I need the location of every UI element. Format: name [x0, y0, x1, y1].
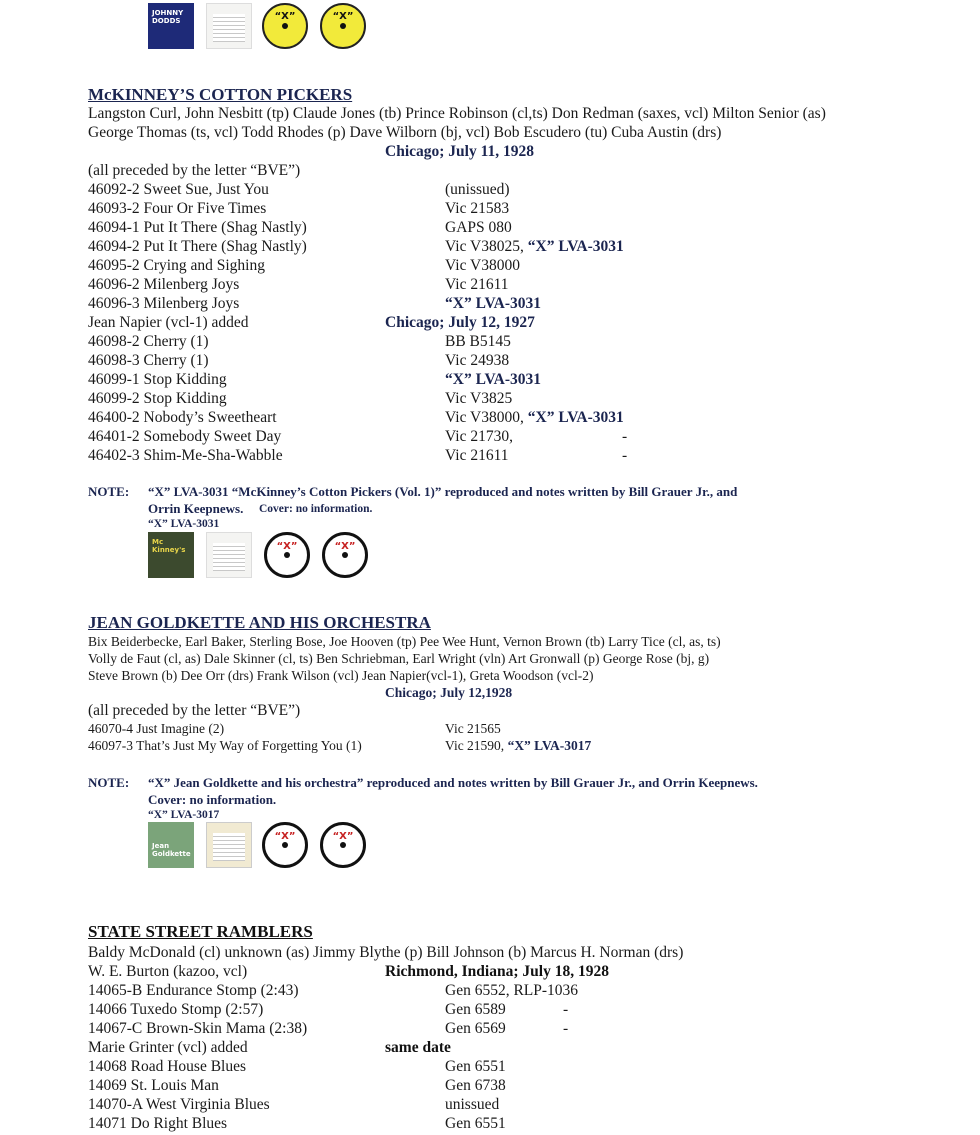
record-label-side-2 [320, 3, 366, 49]
issue-catalog: unissued [445, 1096, 500, 1113]
issue-info [445, 1057, 506, 1076]
issue-catalog: Gen 6569 [445, 1020, 506, 1037]
personnel-line: George Thomas (ts, vcl) Todd Rhodes (p) Dave Wilborn (bj, vcl) Bob Escudero (tu) Cuba Austin (drs) [88, 124, 722, 141]
issue-catalog: Vic 21611 [445, 276, 509, 293]
track-title: 46097-3 That’s Just My Way of Forgetting You (1) [88, 738, 362, 753]
issue-info [445, 720, 501, 737]
issue-catalog: Vic 21730, [445, 428, 513, 445]
track-title: 46402-3 Shim-Me-Sha-Wabble [88, 447, 283, 464]
issue-info [445, 427, 513, 446]
issue-catalog: Vic V38000, [445, 409, 528, 426]
issue-catalog: Vic V38000 [445, 257, 520, 274]
track-title: 46093-2 Four Or Five Times [88, 200, 267, 217]
issue-catalog: Vic 21583 [445, 200, 510, 217]
track-title: 46401-2 Somebody Sweet Day [88, 428, 282, 445]
track-title: 46098-2 Cherry (1) [88, 333, 209, 350]
issue-catalog: BB B5145 [445, 333, 511, 350]
issue-info [445, 446, 509, 465]
track-title: 46099-2 Stop Kidding [88, 390, 227, 407]
personnel-line: Steve Brown (b) Dee Orr (drs) Frank Wilson (vcl) Jean Napier(vcl-1), Greta Woodson (vcl-2) [88, 668, 594, 683]
track-title: 46096-2 Milenberg Joys [88, 276, 240, 293]
track-title: 46096-3 Milenberg Joys [88, 295, 240, 312]
issue-catalog: Vic V3825 [445, 390, 513, 407]
ditto-mark: - [563, 1001, 569, 1018]
track-title: 14066 Tuxedo Stomp (2:57) [88, 1001, 264, 1018]
track-title: 46092-2 Sweet Sue, Just You [88, 181, 269, 198]
record-label-side-1 [262, 3, 308, 49]
issue-catalog: Vic 21590, [445, 738, 508, 753]
album-cover-front [148, 3, 194, 49]
cover-title: Jean Goldkette [152, 842, 191, 858]
label-logo: “X” [332, 831, 354, 842]
personnel-line: Baldy McDonald (cl) unknown (as) Jimmy Blythe (p) Bill Johnson (b) Marcus H. Norman (drs) [88, 944, 684, 961]
issue-info [445, 1000, 506, 1019]
label-logo: “X” [332, 11, 354, 22]
track-title: 46099-1 Stop Kidding [88, 371, 227, 388]
section-title-mckinney: McKINNEY’S COTTON PICKERS [88, 85, 353, 104]
issue-info [445, 256, 520, 275]
track-title: 14067-C Brown-Skin Mama (2:38) [88, 1020, 308, 1037]
issue-catalog: Vic 24938 [445, 352, 510, 369]
album-cover-front [148, 822, 194, 868]
issue-catalog-reissue: “X” LVA-3031 [445, 371, 542, 388]
track-title: 46094-2 Put It There (Shag Nastly) [88, 238, 307, 255]
track-title: 14071 Do Right Blues [88, 1115, 228, 1132]
issue-catalog: Vic 21611 [445, 447, 509, 464]
issue-catalog: Gen 6551 [445, 1115, 506, 1132]
record-label-side-1 [262, 822, 308, 868]
section-title-ramblers: STATE STREET RAMBLERS [88, 922, 313, 941]
record-label-side-2 [320, 822, 366, 868]
issue-catalog-reissue: “X” LVA-3031 [527, 409, 624, 426]
issue-info [445, 1076, 506, 1095]
cover-title: JOHNNY DODDS [152, 9, 184, 25]
note-text: “X” LVA-3031 “McKinney’s Cotton Pickers (Vol. 1)” reproduced and notes written by Bill Grauer Jr., and [148, 484, 738, 499]
track-title: 46094-1 Put It There (Shag Nastly) [88, 219, 307, 236]
note-label: NOTE: [88, 484, 130, 499]
issue-catalog-reissue: “X” LVA-3017 [507, 738, 592, 753]
cover-title: Mc Kinney's [152, 538, 186, 554]
track-title: 46095-2 Crying and Sighing [88, 257, 265, 274]
issue-info [445, 389, 512, 408]
track-title: 14069 St. Louis Man [88, 1077, 219, 1094]
note-text: Cover: no information. [148, 792, 277, 807]
track-title: 14068 Road House Blues [88, 1058, 247, 1075]
issue-catalog: GAPS 080 [445, 219, 512, 236]
issue-catalog: Gen 6738 [445, 1077, 506, 1094]
session-header: Richmond, Indiana; July 18, 1928 [385, 963, 609, 980]
issue-info [445, 180, 510, 199]
issue-info [445, 237, 624, 256]
prefix-note: (all preceded by the letter “BVE”) [88, 162, 301, 179]
section-title-goldkette: JEAN GOLDKETTE AND HIS ORCHESTRA [88, 613, 431, 632]
album-cover-back [206, 532, 252, 578]
note-catalog: “X” LVA-3017 [148, 809, 220, 821]
personnel-line: W. E. Burton (kazoo, vcl) [88, 963, 248, 980]
album-cover-back [206, 822, 252, 868]
album-cover-front [148, 532, 194, 578]
issue-catalog: Gen 6552, RLP-1036 [445, 982, 579, 999]
note-catalog: “X” LVA-3031 [148, 518, 220, 530]
track-title: 14065-B Endurance Stomp (2:43) [88, 982, 299, 999]
note-label: NOTE: [88, 775, 130, 790]
album-cover-back [206, 3, 252, 49]
label-logo: “X” [276, 541, 298, 552]
session-header: Chicago; July 12,1928 [385, 685, 513, 700]
record-label-side-2 [322, 532, 368, 578]
session-header: Chicago; July 11, 1928 [385, 143, 534, 160]
issue-info [445, 1114, 506, 1133]
personnel-line: Volly de Faut (cl, as) Dale Skinner (cl, ts) Ben Schriebman, Earl Wright (vln) Art Gronwall (p) George Rose (bj, g) [88, 651, 710, 666]
track-title: 46070-4 Just Imagine (2) [88, 721, 225, 736]
track-title: 14070-A West Virginia Blues [88, 1096, 270, 1113]
session-header: same date [385, 1039, 451, 1056]
issue-catalog: Vic 21565 [445, 721, 501, 736]
issue-info [445, 370, 541, 389]
issue-catalog: Vic V38025, [445, 238, 528, 255]
ditto-mark: - [622, 447, 628, 464]
issue-info [445, 1095, 499, 1114]
label-logo: “X” [274, 11, 296, 22]
note-text: Orrin Keepnews. [148, 501, 244, 516]
issue-info [445, 408, 624, 427]
personnel-line: Langston Curl, John Nesbitt (tp) Claude Jones (tb) Prince Robinson (cl,ts) Don Redman (saxes, vcl) Milton Senior (as) [88, 105, 826, 122]
issue-info [445, 332, 511, 351]
record-label-side-1 [264, 532, 310, 578]
issue-catalog: (unissued) [445, 181, 510, 198]
personnel-change: Marie Grinter (vcl) added [88, 1039, 248, 1056]
issue-info [445, 275, 509, 294]
issue-catalog: Gen 6589 [445, 1001, 506, 1018]
ditto-mark: - [622, 428, 628, 445]
personnel-change: Jean Napier (vcl-1) added [88, 314, 249, 331]
issue-catalog-reissue: “X” LVA-3031 [445, 295, 542, 312]
issue-info [445, 218, 512, 237]
label-logo: “X” [274, 831, 296, 842]
issue-info [445, 351, 509, 370]
ditto-mark: - [563, 1020, 569, 1037]
personnel-line: Bix Beiderbecke, Earl Baker, Sterling Bose, Joe Hooven (tp) Pee Wee Hunt, Vernon Brown (tb) Larry Tice (cl, as, ts) [88, 634, 721, 649]
issue-info [445, 981, 578, 1000]
label-logo: “X” [334, 541, 356, 552]
session-header: Chicago; July 12, 1927 [385, 314, 535, 331]
issue-info [445, 737, 591, 754]
issue-info [445, 294, 541, 313]
note-text: Cover: no information. [259, 503, 373, 515]
track-title: 46098-3 Cherry (1) [88, 352, 209, 369]
issue-info [445, 199, 509, 218]
issue-catalog: Gen 6551 [445, 1058, 506, 1075]
track-title: 46400-2 Nobody’s Sweetheart [88, 409, 277, 426]
prefix-note: (all preceded by the letter “BVE”) [88, 702, 301, 719]
note-text: “X” Jean Goldkette and his orchestra” reproduced and notes written by Bill Grauer Jr., and Orrin Keepnews. [148, 775, 758, 790]
issue-catalog-reissue: “X” LVA-3031 [527, 238, 624, 255]
issue-info [445, 1019, 506, 1038]
